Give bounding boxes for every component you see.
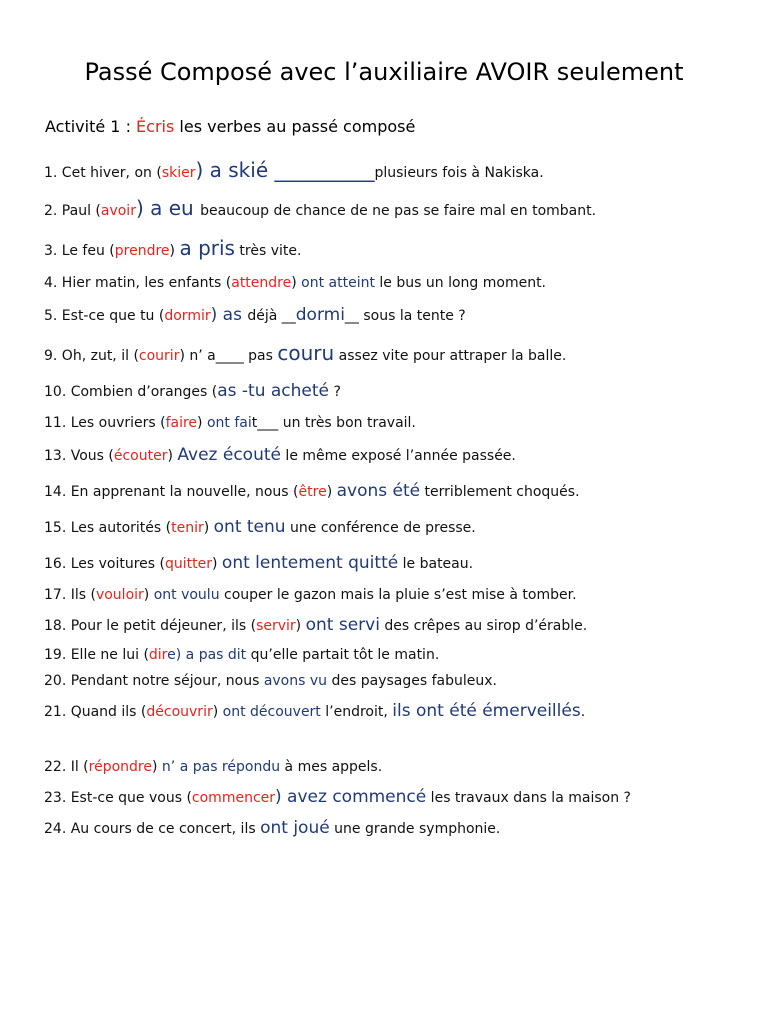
- verb-infinitive: dormir: [164, 308, 211, 324]
- answer-text: ) avez commencé: [275, 787, 427, 807]
- exercise-item: [44, 198, 596, 221]
- sentence-text: l’endroit,: [320, 704, 393, 720]
- verb-infinitive: être: [298, 484, 327, 500]
- verb-infinitive: tenir: [171, 520, 204, 536]
- sentence-text: ): [152, 759, 162, 775]
- activity-heading: [45, 117, 415, 136]
- verb-infinitive: découvrir: [146, 704, 213, 720]
- sentence-text: 4. Hier matin, les enfants (: [44, 275, 232, 291]
- verb-infinitive: quitter: [165, 556, 212, 572]
- verb-infinitive: écouter: [113, 448, 168, 464]
- sentence-text: couper le gazon mais la pluie s’est mise à tomber.: [219, 587, 577, 603]
- sentence-text: 9. Oh, zut, il (: [44, 348, 139, 364]
- exercise-item: [44, 381, 341, 402]
- page-title: Passé Composé avec l’auxiliaire AVOIR seulement: [84, 58, 684, 86]
- exercise-item: [44, 585, 577, 605]
- exercise-item: [44, 787, 631, 808]
- sentence-text: ): [169, 243, 180, 259]
- sentence-text: 19. Elle ne lui (: [44, 647, 149, 663]
- exercise-item: [44, 273, 546, 293]
- answer-text: n’ a pas répondu: [161, 759, 281, 775]
- answer-text: ) a eu: [135, 196, 201, 220]
- exercise-item: [44, 671, 497, 691]
- sentence-text: 18. Pour le petit déjeuner, ils (: [44, 618, 257, 634]
- sentence-text: ) n’ a____ pas: [179, 348, 278, 364]
- sentence-text: une grande symphonie.: [329, 821, 501, 837]
- sentence-text: qu’elle partait tôt le matin.: [246, 647, 440, 663]
- sentence-text: ): [203, 520, 214, 536]
- sentence-text: le bateau.: [398, 556, 474, 572]
- sentence-text: ): [167, 448, 178, 464]
- sentence-text: des paysages fabuleux.: [327, 673, 497, 689]
- sentence-text: ): [295, 618, 306, 634]
- sentence-text: 24. Au cours de ce concert, ils: [44, 821, 261, 837]
- sentence-text: t___ un très bon travail.: [251, 415, 416, 431]
- answer-text: ont servi: [305, 615, 380, 635]
- sentence-text: ): [291, 275, 302, 291]
- sentence-text: 16. Les voitures (: [44, 556, 165, 572]
- verb-infinitive: prendre: [114, 243, 170, 259]
- sentence-text: le même exposé l’année passée.: [280, 448, 516, 464]
- sentence-text: 22. Il (: [44, 759, 89, 775]
- verb-infinitive: servir: [256, 618, 296, 634]
- sentence-text: 17. Ils (: [44, 587, 96, 603]
- answer-text: ont joué: [260, 818, 330, 838]
- sentence-text: ): [212, 556, 222, 572]
- sentence-text: 15. Les autorités (: [44, 520, 172, 536]
- answer-text: ils ont été émerveillés: [392, 701, 581, 721]
- activity-verb: Écris: [136, 117, 175, 136]
- exercise-item: [44, 238, 301, 261]
- sentence-text: 11. Les ouvriers (: [44, 415, 166, 431]
- sentence-text: 20. Pendant notre séjour, nous: [44, 673, 264, 689]
- sentence-text: déjà __: [247, 308, 296, 324]
- sentence-text: 10. Combien d’oranges (: [44, 384, 218, 400]
- sentence-text: les travaux dans la maison ?: [426, 790, 631, 806]
- answer-text: ont tenu: [213, 517, 286, 537]
- answer-text: ont voulu: [153, 587, 220, 603]
- exercise-item: [44, 343, 566, 366]
- exercise-item: [44, 701, 585, 722]
- sentence-text: très vite.: [234, 243, 302, 259]
- activity-prefix: Activité 1 :: [45, 117, 137, 136]
- sentence-text: ): [212, 704, 223, 720]
- activity-rest: les verbes au passé composé: [174, 117, 416, 136]
- sentence-text: beaucoup de chance de ne pas se faire mal en tombant.: [200, 203, 597, 219]
- verb-infinitive: dir: [148, 647, 168, 663]
- answer-text: Avez écouté: [177, 445, 281, 465]
- sentence-text: des crêpes au sirop d’érable.: [379, 618, 588, 634]
- exercise-item: [44, 160, 544, 183]
- exercise-item: [44, 413, 416, 433]
- sentence-text: ?: [329, 384, 341, 400]
- answer-text: couru: [277, 341, 335, 365]
- sentence-text: 1. Cet hiver, on (: [44, 165, 162, 181]
- sentence-text: à mes appels.: [280, 759, 383, 775]
- exercise-item: [44, 615, 587, 636]
- sentence-text: .: [580, 704, 586, 720]
- answer-text: ont fai: [206, 415, 252, 431]
- answer-text: e) a pas dit: [167, 647, 247, 663]
- answer-text: __________: [274, 158, 375, 182]
- sentence-text: une conférence de presse.: [285, 520, 476, 536]
- answer-text: ) a skié: [195, 158, 275, 182]
- answer-text: dormi: [295, 305, 345, 325]
- sentence-text: 5. Est-ce que tu (: [44, 308, 165, 324]
- answer-text: avons vu: [263, 673, 328, 689]
- sentence-text: le bus un long moment.: [374, 275, 547, 291]
- sentence-text: assez vite pour attraper la balle.: [334, 348, 567, 364]
- verb-infinitive: répondre: [88, 759, 152, 775]
- sentence-text: __ sous la tente ?: [344, 308, 466, 324]
- answer-text: a pris: [179, 236, 235, 260]
- sentence-text: 23. Est-ce que vous (: [44, 790, 192, 806]
- sentence-text: plusieurs fois à Nakiska.: [374, 165, 544, 181]
- verb-infinitive: faire: [165, 415, 198, 431]
- exercise-item: [44, 645, 439, 665]
- verb-infinitive: skier: [161, 165, 196, 181]
- sentence-text: 13. Vous (: [44, 448, 114, 464]
- exercise-item: [44, 553, 473, 574]
- exercise-item: [44, 818, 500, 839]
- answer-text: as -tu acheté: [217, 381, 330, 401]
- sentence-text: ): [197, 415, 207, 431]
- sentence-text: 2. Paul (: [44, 203, 101, 219]
- answer-text: ont atteint: [301, 275, 375, 291]
- answer-text: ont lentement quitté: [221, 553, 399, 573]
- verb-infinitive: vouloir: [95, 587, 144, 603]
- verb-infinitive: commencer: [191, 790, 276, 806]
- exercise-item: [44, 305, 466, 326]
- sentence-text: 21. Quand ils (: [44, 704, 147, 720]
- sentence-text: 3. Le feu (: [44, 243, 115, 259]
- exercise-item: [44, 517, 476, 538]
- exercise-item: [44, 481, 580, 502]
- exercise-item: [44, 445, 516, 466]
- verb-infinitive: avoir: [100, 203, 136, 219]
- verb-infinitive: courir: [138, 348, 180, 364]
- sentence-text: ): [143, 587, 154, 603]
- verb-infinitive: attendre: [231, 275, 292, 291]
- sentence-text: 14. En apprenant la nouvelle, nous (: [44, 484, 299, 500]
- sentence-text: ): [326, 484, 337, 500]
- answer-text: ont découvert: [222, 704, 321, 720]
- exercise-item: [44, 757, 382, 777]
- answer-text: ) as: [210, 305, 248, 325]
- answer-text: avons été: [336, 481, 421, 501]
- sentence-text: terriblement choqués.: [420, 484, 580, 500]
